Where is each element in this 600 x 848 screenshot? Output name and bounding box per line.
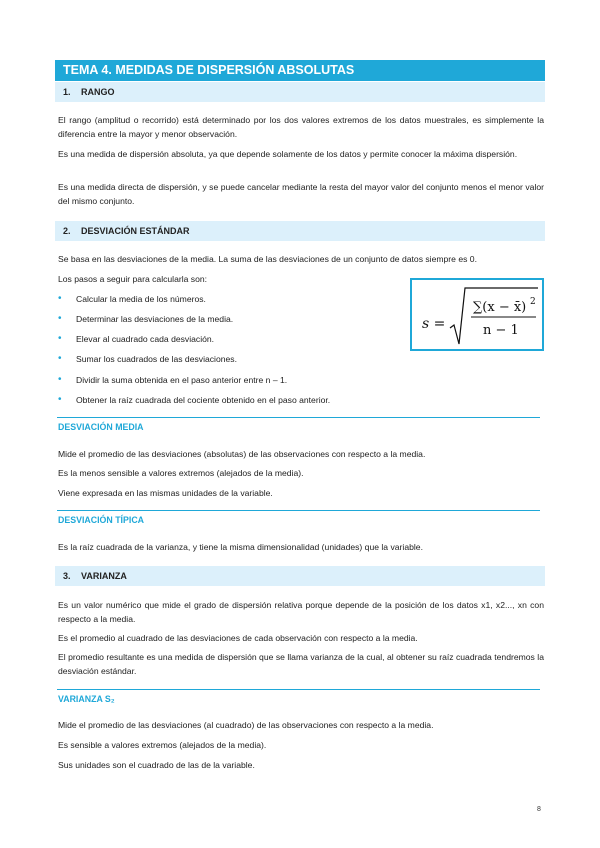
list-item-text: Determinar las desviaciones de la media. xyxy=(76,314,234,324)
rango-paragraph-3: Es una medida directa de dispersión, y se puede cancelar mediante la resta del mayor valor del conjunto menos el menor valor del mismo conjunto. xyxy=(58,182,544,206)
rango-paragraph-1: El rango (amplitud o recorrido) está determinado por los dos valores extremos de los datos muestrales, es simplemente la diferencia entre la mayor y menor observación. xyxy=(58,115,544,139)
list-item-text: Sumar los cuadrados de las desviaciones. xyxy=(76,354,237,364)
desviacion-media-paragraph-2: Es la menos sensible a valores extremos (alejados de la media). xyxy=(58,468,304,478)
list-item-text: Calcular la media de los números. xyxy=(76,294,206,304)
desviacion-tipica-paragraph-1: Es la raíz cuadrada de la varianza, y tiene la misma dimensionalidad (unidades) que la variable. xyxy=(58,542,423,552)
section-number: 2. xyxy=(63,226,71,236)
desviacion-media-paragraph-1: Mide el promedio de las desviaciones (absolutas) de las observaciones con respecto a la media. xyxy=(58,449,426,459)
varianza-paragraph-3: El promedio resultante es una medida de dispersión que se llama varianza de la cual, al obtener su raíz cuadrada tendremos la desviación estándar. xyxy=(58,652,544,676)
rango-paragraph-2: Es una medida de dispersión absoluta, ya que depende solamente de los datos y permite conocer la máxima dispersión. xyxy=(58,149,518,159)
bullet-icon: • xyxy=(58,374,62,385)
desviacion-media-paragraph-3: Viene expresada en las mismas unidades de la variable. xyxy=(58,488,273,498)
section-heading: RANGO xyxy=(81,87,115,97)
section-header-varianza xyxy=(55,566,545,586)
section-number: 3. xyxy=(63,571,71,581)
divider xyxy=(57,417,540,418)
list-item-text: Obtener la raíz cuadrada del cociente obtenido en el paso anterior. xyxy=(76,395,331,405)
page-title: TEMA 4. MEDIDAS DE DISPERSIÓN ABSOLUTAS xyxy=(55,60,545,81)
section-heading: DESVIACIÓN ESTÁNDAR xyxy=(81,226,190,236)
section-heading: VARIANZA xyxy=(81,571,127,581)
varianza-s2-paragraph-1: Mide el promedio de las desviaciones (al cuadrado) de las observaciones con respecto a la media. xyxy=(58,720,434,730)
divider xyxy=(57,689,540,690)
standard-deviation-formula xyxy=(410,278,544,351)
formula-lhs: s = xyxy=(422,316,446,332)
desviacion-estandar-intro: Se basa en las desviaciones de la media. La suma de las desviaciones de un conjunto de datos siempre es 0. xyxy=(58,254,477,264)
divider xyxy=(57,510,540,511)
page-number: 8 xyxy=(537,806,541,813)
list-item-text: Dividir la suma obtenida en el paso anterior entre n – 1. xyxy=(76,375,288,385)
bullet-icon: • xyxy=(58,333,62,344)
varianza-paragraph-2: Es el promedio al cuadrado de las desviaciones de cada observación con respecto a la media. xyxy=(58,633,418,643)
formula-exponent: 2 xyxy=(530,297,536,307)
list-item-text: Elevar al cuadrado cada desviación. xyxy=(76,334,215,344)
subheading-desviacion-tipica: DESVIACIÓN TÍPICA xyxy=(58,515,145,525)
formula-graphic xyxy=(412,280,542,349)
formula-denominator: n − 1 xyxy=(483,323,519,338)
steps-intro: Los pasos a seguir para calcularla son: xyxy=(58,274,208,284)
varianza-s2-paragraph-3: Sus unidades son el cuadrado de las de la variable. xyxy=(58,760,255,770)
varianza-paragraph-1: Es un valor numérico que mide el grado de dispersión relativa porque depende de la posición de los datos x1, x2..., xn con respecto a la media. xyxy=(58,600,544,624)
section-header-rango xyxy=(55,82,545,102)
bullet-icon: • xyxy=(58,293,62,304)
formula-numerator: ∑(x − x̄) xyxy=(473,300,527,315)
section-header-desviacion-estandar xyxy=(55,221,545,241)
section-number: 1. xyxy=(63,87,71,97)
bullet-icon: • xyxy=(58,313,62,324)
varianza-s2-paragraph-2: Es sensible a valores extremos (alejados de la media). xyxy=(58,740,267,750)
bullet-icon: • xyxy=(58,353,62,364)
subheading-desviacion-media: DESVIACIÓN MEDIA xyxy=(58,422,144,432)
bullet-icon: • xyxy=(58,394,62,405)
subheading-varianza-s2: VARIANZA S₂ xyxy=(58,694,115,704)
